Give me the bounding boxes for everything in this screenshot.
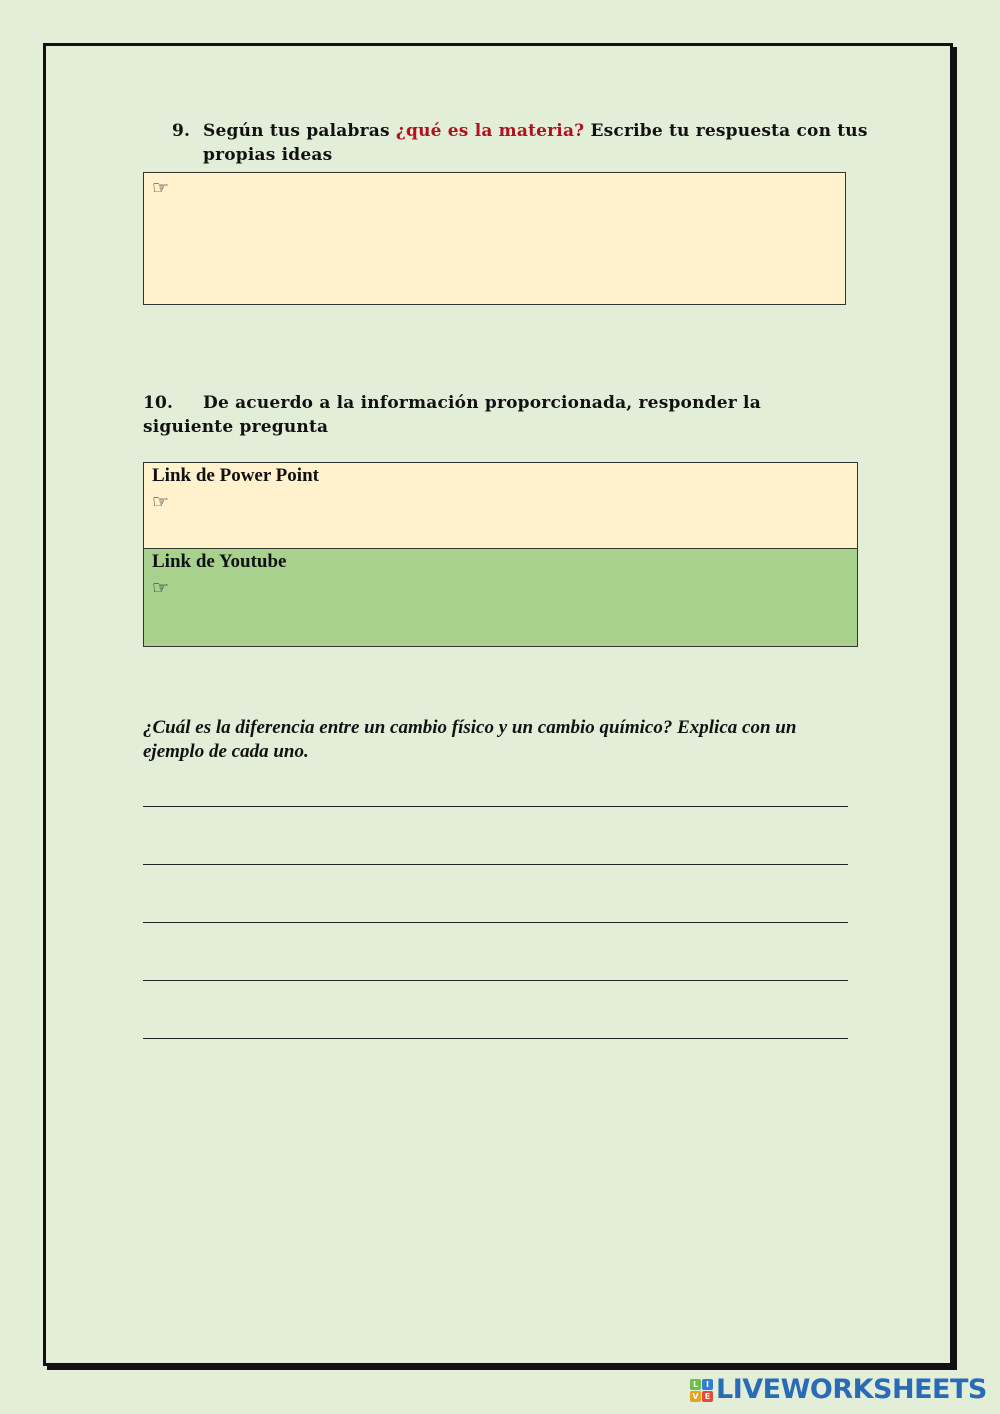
question-9-text	[203, 119, 872, 167]
question-9-text-before: Según tus palabras	[203, 121, 396, 141]
question-9-answer-box[interactable]	[143, 172, 846, 305]
physical-chemical-change-question: ¿Cuál es la diferencia entre un cambio físico y un cambio químico? Explica con un ejemplo de cada uno.	[143, 717, 797, 762]
question-9-accent: ¿qué es la materia?	[395, 121, 585, 141]
question-9-text-after: Escribe tu respuesta con tus propias ideas	[203, 121, 868, 165]
logo-tile-i: I	[702, 1379, 713, 1390]
pointing-hand-icon: ☞	[152, 577, 170, 599]
logo-tile-v: V	[690, 1391, 701, 1402]
pointing-hand-icon: ☞	[152, 177, 170, 199]
pointing-hand-icon: ☞	[152, 491, 170, 513]
question-10-number: 10.	[143, 393, 174, 413]
answer-line[interactable]	[143, 864, 848, 865]
logo-tile-e: E	[702, 1391, 713, 1402]
question-10-text: De acuerdo a la información proporcionada, responder la siguiente pregunta	[143, 393, 761, 437]
answer-line[interactable]	[143, 922, 848, 923]
link-row-youtube[interactable]	[144, 549, 857, 646]
question-9-number: 9.	[172, 121, 191, 141]
answer-line[interactable]	[143, 806, 848, 807]
links-table	[143, 462, 858, 647]
liveworksheets-brand	[690, 1375, 987, 1405]
logo-tile-l: L	[690, 1379, 701, 1390]
question-9	[172, 119, 872, 167]
link-row-power-point[interactable]	[144, 463, 857, 549]
link-label-youtube: Link de Youtube	[152, 551, 287, 572]
brand-name: LIVEWORKSHEETS	[716, 1374, 987, 1405]
liveworksheets-logo-icon	[690, 1379, 713, 1402]
question-10	[143, 391, 843, 439]
answer-line[interactable]	[143, 1038, 848, 1039]
answer-line[interactable]	[143, 980, 848, 981]
link-label-power-point: Link de Power Point	[152, 465, 319, 486]
